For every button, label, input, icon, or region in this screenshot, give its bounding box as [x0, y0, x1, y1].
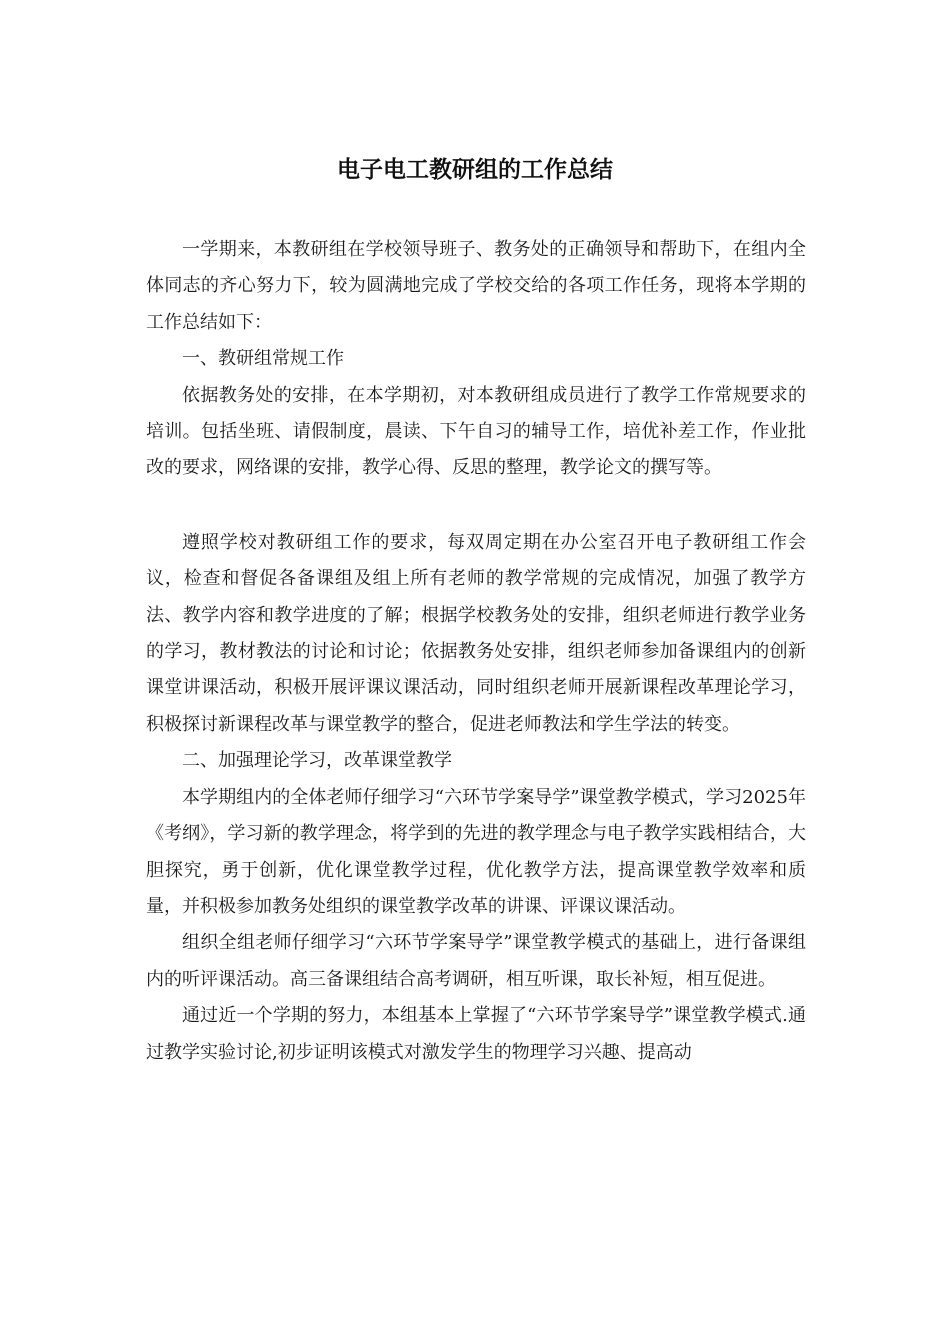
paragraph-intro: 一学期来，本教研组在学校领导班子、教务处的正确领导和帮助下，在组内全体同志的齐心努力下，较为圆满地完成了学校交给的各项工作任务，现将本学期的工作总结如下：	[146, 239, 806, 333]
paragraph-results: 通过近一个学期的努力，本组基本上掌握了“六环节学案导学”课堂教学模式.通过教学实验讨论,初步证明该模式对激发学生的物理学习兴趣、提高动	[146, 1005, 806, 1063]
paragraph-meetings: 遵照学校对教研组工作的要求，每双周定期在办公室召开电子教研组工作会议，检查和督促各备课组及组上所有老师的教学常规的完成情况，加强了教学方法、教学内容和教学进度的了解；根据学校教务处的安排，组织老师进行教学业务的学习，教材教法的讨论和讨论；依据教务处安排，组织老师参加备课组内的创新课堂讲课活动，积极开展评课议课活动，同时组织老师开展新课程改革理论学习，积极探讨新课程改革与课堂教学的整合，促进老师教法和学生学法的转变。	[146, 531, 806, 735]
section-heading-2: 二、加强理论学习，改革课堂教学	[182, 750, 452, 772]
paragraph-theory-study: 本学期组内的全体老师仔细学习“六环节学案导学”课堂教学模式，学习2025年《考纲》，学习新的教学理念，将学到的先进的教学理念与电子教学实践相结合，大胆探究，勇于创新，优化课堂教学过程，优化教学方法，提高课堂教学效率和质量，并积极参加教务处组织的课堂教学改革的讲课、评课议课活动。	[146, 786, 806, 917]
document-body	[146, 232, 806, 1071]
document-title: 电子电工教研组的工作总结	[337, 157, 613, 183]
section-heading-1: 一、教研组常规工作	[182, 348, 344, 370]
paragraph-lesson-observation: 组织全组老师仔细学习“六环节学案导学”课堂教学模式的基础上，进行备课组内的听评课活动。高三备课组结合高考调研，相互听课，取长补短，相互促进。	[146, 932, 806, 990]
paragraph-routine-training: 依据教务处的安排，在本学期初，对本教研组成员进行了教学工作常规要求的培训。包括坐班、请假制度，晨读、下午自习的辅导工作，培优补差工作，作业批改的要求，网络课的安排，教学心得、反思的整理，教学论文的撰写等。	[146, 384, 806, 479]
